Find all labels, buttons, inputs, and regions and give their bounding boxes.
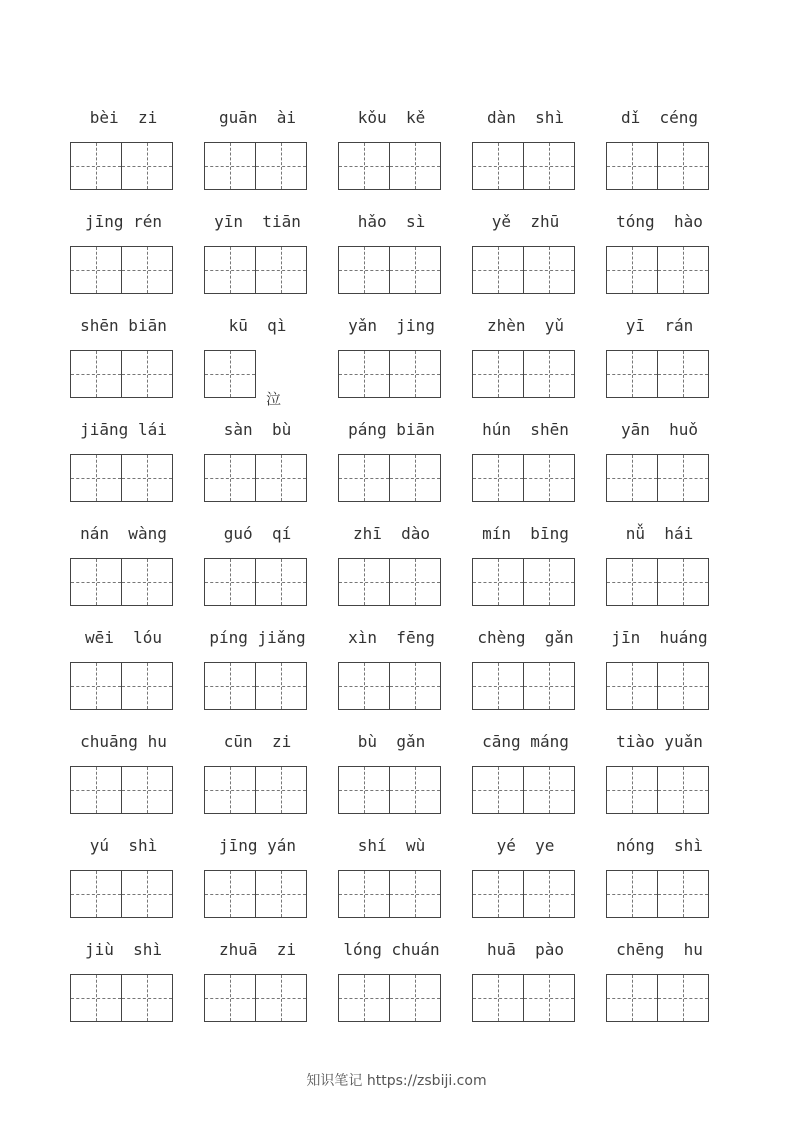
- tianzige-box[interactable]: [657, 558, 709, 606]
- writing-boxes: [338, 454, 441, 502]
- writing-boxes: [606, 662, 709, 710]
- writing-boxes: [338, 974, 441, 1022]
- tianzige-box[interactable]: [523, 558, 575, 606]
- tianzige-box[interactable]: [472, 350, 524, 398]
- writing-boxes: [70, 350, 173, 398]
- tianzige-box[interactable]: [472, 766, 524, 814]
- word-item: [338, 936, 445, 1040]
- pinyin-label: chēng hu: [616, 940, 703, 959]
- writing-boxes: [204, 142, 307, 190]
- tianzige-box[interactable]: [121, 870, 173, 918]
- word-item: [70, 624, 177, 728]
- pinyin-label: guó qí: [223, 524, 292, 543]
- tianzige-box[interactable]: [472, 974, 524, 1022]
- pinyin-label: shí wù: [357, 836, 426, 855]
- writing-boxes: [204, 974, 307, 1022]
- word-item: [338, 208, 445, 312]
- tianzige-box[interactable]: [255, 974, 307, 1022]
- writing-boxes: [204, 350, 256, 398]
- pinyin-label: zhī dào: [352, 524, 431, 543]
- writing-boxes: [338, 662, 441, 710]
- pinyin-label: kǒu kě: [357, 108, 426, 127]
- tianzige-box[interactable]: [204, 974, 256, 1022]
- word-item: [204, 104, 311, 208]
- tianzige-box[interactable]: [389, 974, 441, 1022]
- tianzige-box[interactable]: [657, 142, 709, 190]
- pinyin-label: mín bīng: [482, 524, 569, 543]
- tianzige-box[interactable]: [657, 662, 709, 710]
- tianzige-box[interactable]: [70, 454, 122, 502]
- word-item: [338, 104, 445, 208]
- tianzige-box[interactable]: [606, 766, 658, 814]
- word-item: [70, 936, 177, 1040]
- pinyin-label: dǐ céng: [620, 108, 699, 127]
- word-item: [204, 416, 311, 520]
- word-item: [338, 416, 445, 520]
- pinyin-label: xìn fēng: [348, 628, 435, 647]
- word-item: [204, 728, 311, 832]
- tianzige-box[interactable]: [657, 766, 709, 814]
- word-item: [472, 624, 579, 728]
- writing-boxes: [606, 142, 709, 190]
- tianzige-box[interactable]: [606, 870, 658, 918]
- tianzige-box[interactable]: [70, 558, 122, 606]
- word-item: [472, 832, 579, 936]
- word-item: [204, 312, 311, 416]
- tianzige-box[interactable]: [606, 558, 658, 606]
- tianzige-box[interactable]: [204, 454, 256, 502]
- word-item: [338, 624, 445, 728]
- word-item: [606, 312, 713, 416]
- tianzige-box[interactable]: [606, 662, 658, 710]
- tianzige-box[interactable]: [121, 142, 173, 190]
- pinyin-label: hún shēn: [482, 420, 569, 439]
- pinyin-label: lóng chuán: [343, 940, 440, 959]
- word-item: [338, 728, 445, 832]
- writing-boxes: [70, 662, 173, 710]
- writing-boxes: [606, 766, 709, 814]
- writing-boxes: [472, 974, 575, 1022]
- word-item: [338, 832, 445, 936]
- pinyin-label: yú shì: [89, 836, 158, 855]
- writing-boxes: [338, 246, 441, 294]
- writing-boxes: [472, 246, 575, 294]
- tianzige-box[interactable]: [204, 558, 256, 606]
- tianzige-box[interactable]: [255, 870, 307, 918]
- word-item: [338, 312, 445, 416]
- writing-boxes: [204, 870, 307, 918]
- tianzige-box[interactable]: [338, 350, 390, 398]
- word-item: [70, 104, 177, 208]
- tianzige-box[interactable]: [204, 662, 256, 710]
- pinyin-label: páng biān: [348, 420, 435, 439]
- writing-boxes: [606, 974, 709, 1022]
- given-character: 泣: [266, 390, 282, 408]
- word-item: [70, 416, 177, 520]
- writing-boxes: [204, 558, 307, 606]
- writing-boxes: [338, 142, 441, 190]
- tianzige-box[interactable]: [338, 454, 390, 502]
- tianzige-box[interactable]: [657, 350, 709, 398]
- pinyin-label: zhuā zi: [218, 940, 297, 959]
- word-item: [204, 832, 311, 936]
- word-item: [70, 728, 177, 832]
- tianzige-box[interactable]: [338, 142, 390, 190]
- pinyin-label: jīng rén: [84, 212, 163, 231]
- pinyin-label: jiāng lái: [80, 420, 167, 439]
- word-item: [338, 520, 445, 624]
- writing-boxes: [606, 558, 709, 606]
- tianzige-box[interactable]: [255, 766, 307, 814]
- writing-boxes: [606, 350, 709, 398]
- tianzige-box[interactable]: [338, 246, 390, 294]
- pinyin-label: bèi zi: [89, 108, 158, 127]
- pinyin-label: tiào yuǎn: [616, 732, 703, 751]
- writing-boxes: [472, 662, 575, 710]
- pinyin-label: dàn shì: [486, 108, 565, 127]
- tianzige-box[interactable]: [472, 662, 524, 710]
- word-item: [70, 208, 177, 312]
- tianzige-box[interactable]: [70, 662, 122, 710]
- tianzige-box[interactable]: [255, 142, 307, 190]
- tianzige-box[interactable]: [121, 766, 173, 814]
- tianzige-box[interactable]: [472, 454, 524, 502]
- tianzige-box[interactable]: [523, 454, 575, 502]
- tianzige-box[interactable]: [389, 350, 441, 398]
- pinyin-label: chèng gǎn: [477, 628, 574, 647]
- pinyin-label: yé ye: [496, 836, 555, 855]
- tianzige-box[interactable]: [523, 350, 575, 398]
- writing-boxes: [70, 142, 173, 190]
- footer-watermark: 知识笔记 https://zsbiji.com: [306, 1073, 487, 1089]
- tianzige-box[interactable]: [255, 454, 307, 502]
- tianzige-box[interactable]: [472, 246, 524, 294]
- word-item: [70, 312, 177, 416]
- tianzige-box[interactable]: [472, 558, 524, 606]
- writing-boxes: [472, 142, 575, 190]
- word-item: [606, 208, 713, 312]
- writing-boxes: [338, 870, 441, 918]
- pinyin-label: yī rán: [625, 316, 694, 335]
- tianzige-box[interactable]: [70, 870, 122, 918]
- tianzige-box[interactable]: [606, 974, 658, 1022]
- tianzige-box[interactable]: [657, 454, 709, 502]
- pinyin-label: bù gǎn: [357, 732, 426, 751]
- tianzige-box[interactable]: [121, 662, 173, 710]
- pinyin-label: píng jiǎng: [209, 628, 306, 647]
- writing-boxes: [606, 870, 709, 918]
- tianzige-box[interactable]: [255, 246, 307, 294]
- tianzige-box[interactable]: [121, 454, 173, 502]
- tianzige-box[interactable]: [204, 766, 256, 814]
- tianzige-box[interactable]: [657, 974, 709, 1022]
- pinyin-label: sàn bù: [223, 420, 292, 439]
- tianzige-box[interactable]: [204, 870, 256, 918]
- pinyin-label: wēi lóu: [84, 628, 163, 647]
- tianzige-box[interactable]: [121, 974, 173, 1022]
- writing-boxes: [338, 766, 441, 814]
- writing-boxes: [70, 766, 173, 814]
- tianzige-box[interactable]: [121, 350, 173, 398]
- writing-boxes: [472, 766, 575, 814]
- writing-boxes: [70, 246, 173, 294]
- pinyin-grid: [70, 104, 713, 1040]
- pinyin-label: nóng shì: [616, 836, 703, 855]
- tianzige-box[interactable]: [70, 350, 122, 398]
- pinyin-label: huā pào: [486, 940, 565, 959]
- word-item: [472, 312, 579, 416]
- writing-boxes: [204, 662, 307, 710]
- tianzige-box[interactable]: [523, 870, 575, 918]
- tianzige-box[interactable]: [255, 662, 307, 710]
- word-item: [606, 728, 713, 832]
- tianzige-box[interactable]: [338, 974, 390, 1022]
- word-item: [472, 728, 579, 832]
- writing-boxes: [70, 454, 173, 502]
- tianzige-box[interactable]: [389, 558, 441, 606]
- word-item: [472, 104, 579, 208]
- writing-boxes: [472, 870, 575, 918]
- tianzige-box[interactable]: [389, 766, 441, 814]
- tianzige-box[interactable]: [523, 246, 575, 294]
- tianzige-box[interactable]: [606, 454, 658, 502]
- pinyin-label: cāng máng: [482, 732, 569, 751]
- pinyin-label: yě zhū: [491, 212, 560, 231]
- tianzige-box[interactable]: [657, 870, 709, 918]
- tianzige-box[interactable]: [338, 870, 390, 918]
- writing-boxes: [70, 558, 173, 606]
- tianzige-box[interactable]: [389, 142, 441, 190]
- writing-boxes: [204, 454, 307, 502]
- pinyin-label: cūn zi: [223, 732, 292, 751]
- tianzige-box[interactable]: [70, 142, 122, 190]
- pinyin-label: guān ài: [218, 108, 297, 127]
- writing-boxes: [70, 870, 173, 918]
- writing-boxes: [472, 558, 575, 606]
- word-item: [204, 208, 311, 312]
- word-item: [606, 104, 713, 208]
- pinyin-label: nán wàng: [80, 524, 167, 543]
- writing-boxes: [606, 454, 709, 502]
- pinyin-label: zhèn yǔ: [486, 316, 565, 335]
- tianzige-box[interactable]: [472, 870, 524, 918]
- tianzige-box[interactable]: [121, 558, 173, 606]
- tianzige-box[interactable]: [70, 246, 122, 294]
- writing-boxes: [606, 246, 709, 294]
- word-item: [70, 832, 177, 936]
- tianzige-box[interactable]: [70, 766, 122, 814]
- tianzige-box[interactable]: [606, 350, 658, 398]
- word-item: [472, 936, 579, 1040]
- pinyin-label: chuāng hu: [80, 732, 167, 751]
- writing-boxes: [204, 246, 307, 294]
- word-item: [472, 520, 579, 624]
- pinyin-label: tóng hào: [616, 212, 703, 231]
- word-item: [472, 416, 579, 520]
- tianzige-box[interactable]: [204, 350, 256, 398]
- tianzige-box[interactable]: [657, 246, 709, 294]
- word-item: [606, 416, 713, 520]
- writing-boxes: [204, 766, 307, 814]
- tianzige-box[interactable]: [389, 246, 441, 294]
- writing-boxes: [70, 974, 173, 1022]
- tianzige-box[interactable]: [121, 246, 173, 294]
- word-item: [70, 520, 177, 624]
- tianzige-box[interactable]: [606, 142, 658, 190]
- word-item: [204, 520, 311, 624]
- pinyin-label: shēn biān: [80, 316, 167, 335]
- tianzige-box[interactable]: [70, 974, 122, 1022]
- pinyin-label: yān huǒ: [620, 420, 699, 439]
- tianzige-box[interactable]: [389, 454, 441, 502]
- tianzige-box[interactable]: [389, 662, 441, 710]
- pinyin-label: yīn tiān: [214, 212, 301, 231]
- tianzige-box[interactable]: [255, 558, 307, 606]
- tianzige-box[interactable]: [523, 974, 575, 1022]
- tianzige-box[interactable]: [204, 246, 256, 294]
- writing-boxes: [338, 350, 441, 398]
- word-item: [606, 624, 713, 728]
- tianzige-box[interactable]: [338, 558, 390, 606]
- tianzige-box[interactable]: [389, 870, 441, 918]
- word-item: [606, 936, 713, 1040]
- tianzige-box[interactable]: [204, 142, 256, 190]
- tianzige-box[interactable]: [472, 142, 524, 190]
- pinyin-label: jiù shì: [84, 940, 163, 959]
- writing-boxes: [472, 350, 575, 398]
- pinyin-label: jīn huáng: [611, 628, 708, 647]
- word-item: [472, 208, 579, 312]
- pinyin-label: hǎo sì: [357, 212, 426, 231]
- writing-boxes: [472, 454, 575, 502]
- tianzige-box[interactable]: [606, 246, 658, 294]
- tianzige-box[interactable]: [338, 766, 390, 814]
- writing-boxes: [338, 558, 441, 606]
- pinyin-label: nǚ hái: [625, 524, 694, 543]
- pinyin-label: jīng yán: [218, 836, 297, 855]
- word-item: [204, 936, 311, 1040]
- tianzige-box[interactable]: [523, 766, 575, 814]
- word-item: [204, 624, 311, 728]
- pinyin-label: kū qì: [228, 316, 287, 335]
- word-item: [606, 832, 713, 936]
- tianzige-box[interactable]: [523, 662, 575, 710]
- tianzige-box[interactable]: [523, 142, 575, 190]
- word-item: [606, 520, 713, 624]
- pinyin-label: yǎn jing: [348, 316, 435, 335]
- tianzige-box[interactable]: [338, 662, 390, 710]
